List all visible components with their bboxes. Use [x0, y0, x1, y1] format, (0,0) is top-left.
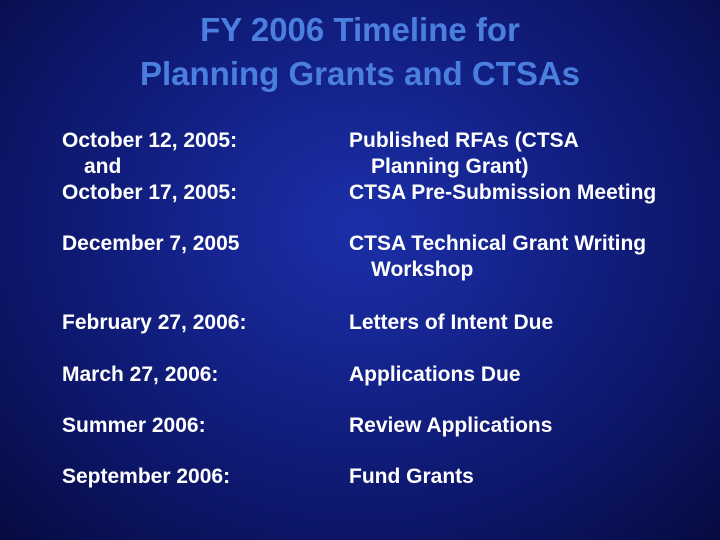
- event-line: Review Applications: [349, 414, 553, 437]
- timeline-date: [62, 231, 332, 257]
- date-line: and: [84, 155, 122, 178]
- date-line: February 27, 2006:: [62, 311, 247, 334]
- date-line: September 2006:: [62, 465, 231, 488]
- event-line: CTSA Pre-Submission Meeting: [349, 181, 657, 204]
- slide-title: [0, 8, 720, 96]
- timeline-date: [62, 362, 332, 388]
- timeline-date: [62, 128, 332, 206]
- title-line-1: FY 2006 Timeline for: [200, 11, 520, 48]
- date-line: Summer 2006:: [62, 414, 206, 437]
- title-line-2: Planning Grants and CTSAs: [139, 55, 581, 92]
- event-line: Applications Due: [349, 363, 521, 386]
- timeline-date: [62, 413, 332, 439]
- timeline-event: [349, 231, 709, 283]
- event-line: Workshop: [371, 258, 474, 281]
- event-line: Published RFAs (CTSA: [349, 129, 579, 152]
- timeline-event: [349, 464, 709, 490]
- date-line: October 17, 2005:: [62, 181, 238, 204]
- date-line: March 27, 2006:: [62, 363, 219, 386]
- date-line: December 7, 2005: [62, 232, 240, 255]
- date-line: October 12, 2005:: [62, 129, 238, 152]
- event-line: Letters of Intent Due: [349, 311, 554, 334]
- event-line: Planning Grant): [371, 155, 529, 178]
- timeline-date: [62, 464, 332, 490]
- event-line: Fund Grants: [349, 465, 474, 488]
- timeline-date: [62, 310, 332, 336]
- timeline-event: [349, 362, 709, 388]
- timeline-event: [349, 310, 709, 336]
- timeline-event: [349, 128, 709, 206]
- event-line: CTSA Technical Grant Writing: [349, 232, 647, 255]
- timeline-event: [349, 413, 709, 439]
